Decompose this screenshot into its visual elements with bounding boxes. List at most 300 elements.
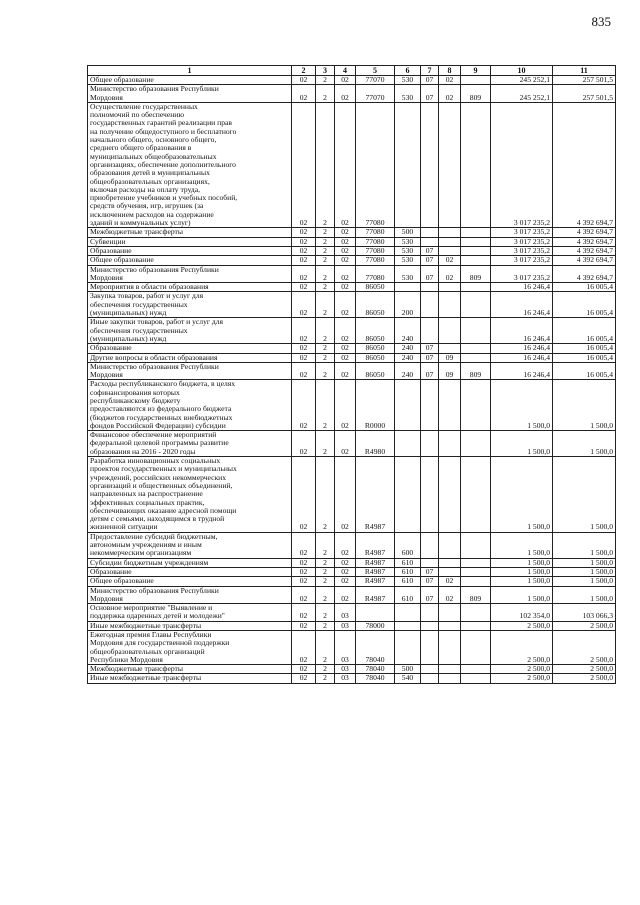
row-name-cell: Иные межбюджетные трансферты (88, 621, 292, 630)
value-cell-c9 (461, 344, 491, 353)
value-cell-c11: 16 005,4 (553, 318, 616, 344)
value-cell-c10: 245 252,1 (491, 76, 553, 85)
row-name-cell: Министерство образования Республики Мордовия (88, 586, 292, 604)
value-cell-c2: 02 (292, 665, 316, 674)
value-cell-c3: 2 (316, 457, 335, 533)
value-cell-c5: 77080 (356, 237, 395, 246)
value-cell-c7 (421, 318, 439, 344)
value-cell-c6: 530 (395, 85, 421, 103)
value-cell-c5: 77080 (356, 256, 395, 265)
value-cell-c3: 2 (316, 237, 335, 246)
value-cell-c9 (461, 380, 491, 431)
value-cell-c4: 02 (335, 532, 356, 558)
value-cell-c4: 03 (335, 631, 356, 665)
value-cell-c9 (461, 604, 491, 622)
value-cell-c3: 2 (316, 353, 335, 362)
value-cell-c8: 02 (439, 256, 461, 265)
value-cell-c4: 02 (335, 102, 356, 227)
value-cell-c2: 02 (292, 532, 316, 558)
value-cell-c4: 02 (335, 431, 356, 457)
value-cell-c5: 78000 (356, 621, 395, 630)
table-header-row (88, 66, 616, 76)
value-cell-c11: 1 500,0 (553, 586, 616, 604)
value-cell-c2: 02 (292, 102, 316, 227)
table-row (88, 102, 616, 227)
value-cell-c9 (461, 256, 491, 265)
value-cell-c9 (461, 353, 491, 362)
value-cell-c11: 1 500,0 (553, 577, 616, 586)
value-cell-c3: 2 (316, 318, 335, 344)
value-cell-c7 (421, 665, 439, 674)
value-cell-c11: 16 005,4 (553, 344, 616, 353)
value-cell-c2: 02 (292, 318, 316, 344)
table-row (88, 353, 616, 362)
value-cell-c5: 77080 (356, 246, 395, 255)
row-name-cell: Общее образование (88, 256, 292, 265)
value-cell-c6: 530 (395, 246, 421, 255)
value-cell-c9 (461, 621, 491, 630)
value-cell-c6: 500 (395, 228, 421, 237)
value-cell-c7 (421, 604, 439, 622)
value-cell-c5: 86050 (356, 353, 395, 362)
table-row (88, 631, 616, 665)
value-cell-c3: 2 (316, 362, 335, 380)
value-cell-c9 (461, 665, 491, 674)
value-cell-c7: 07 (421, 256, 439, 265)
value-cell-c6 (395, 380, 421, 431)
value-cell-c4: 03 (335, 604, 356, 622)
value-cell-c5: 86050 (356, 292, 395, 318)
value-cell-c8 (439, 558, 461, 567)
value-cell-c6: 240 (395, 344, 421, 353)
row-name-cell: Субвенции (88, 237, 292, 246)
value-cell-c3: 2 (316, 76, 335, 85)
column-header: 3 (316, 66, 335, 76)
row-name-cell: Межбюджетные трансферты (88, 665, 292, 674)
column-header: 8 (439, 66, 461, 76)
value-cell-c7 (421, 532, 439, 558)
value-cell-c2: 02 (292, 380, 316, 431)
value-cell-c6: 540 (395, 674, 421, 683)
row-name-cell: Министерство образования Республики Мордовия (88, 265, 292, 283)
value-cell-c11: 1 500,0 (553, 558, 616, 567)
table-row (88, 292, 616, 318)
value-cell-c8 (439, 604, 461, 622)
value-cell-c8: 02 (439, 577, 461, 586)
table-row (88, 674, 616, 683)
value-cell-c10: 1 500,0 (491, 380, 553, 431)
value-cell-c6 (395, 283, 421, 292)
column-header: 2 (292, 66, 316, 76)
value-cell-c4: 02 (335, 256, 356, 265)
table-row (88, 532, 616, 558)
value-cell-c5: 78040 (356, 665, 395, 674)
value-cell-c5: 86050 (356, 344, 395, 353)
value-cell-c2: 02 (292, 586, 316, 604)
value-cell-c2: 02 (292, 631, 316, 665)
budget-table (87, 65, 616, 684)
value-cell-c11: 4 392 694,7 (553, 256, 616, 265)
value-cell-c10: 16 246,4 (491, 292, 553, 318)
value-cell-c9 (461, 76, 491, 85)
row-name-cell: Общее образование (88, 577, 292, 586)
value-cell-c7: 07 (421, 85, 439, 103)
value-cell-c2: 02 (292, 457, 316, 533)
value-cell-c6 (395, 604, 421, 622)
value-cell-c5: R4987 (356, 577, 395, 586)
table-row (88, 362, 616, 380)
value-cell-c7 (421, 674, 439, 683)
value-cell-c6: 240 (395, 362, 421, 380)
value-cell-c9 (461, 558, 491, 567)
value-cell-c7 (421, 621, 439, 630)
value-cell-c8 (439, 292, 461, 318)
value-cell-c9 (461, 457, 491, 533)
row-name-cell: Иные закупки товаров, работ и услуг для обеспечения государственных (муниципальных) нужд (88, 318, 292, 344)
value-cell-c7 (421, 283, 439, 292)
value-cell-c11: 257 501,5 (553, 85, 616, 103)
value-cell-c8 (439, 318, 461, 344)
table-row (88, 265, 616, 283)
row-name-cell: Образование (88, 344, 292, 353)
value-cell-c4: 02 (335, 344, 356, 353)
value-cell-c5: R4987 (356, 567, 395, 576)
value-cell-c9 (461, 631, 491, 665)
page-number: 835 (591, 14, 611, 29)
value-cell-c4: 02 (335, 558, 356, 567)
value-cell-c7 (421, 431, 439, 457)
value-cell-c10: 2 500,0 (491, 665, 553, 674)
value-cell-c2: 02 (292, 265, 316, 283)
value-cell-c10: 3 017 235,2 (491, 246, 553, 255)
value-cell-c4: 02 (335, 577, 356, 586)
value-cell-c5 (356, 604, 395, 622)
value-cell-c6: 240 (395, 353, 421, 362)
value-cell-c3: 2 (316, 256, 335, 265)
value-cell-c5: 86050 (356, 283, 395, 292)
value-cell-c9 (461, 674, 491, 683)
value-cell-c7: 07 (421, 246, 439, 255)
value-cell-c5: R4980 (356, 431, 395, 457)
value-cell-c8 (439, 532, 461, 558)
value-cell-c10: 3 017 235,2 (491, 228, 553, 237)
value-cell-c3: 2 (316, 532, 335, 558)
value-cell-c3: 2 (316, 431, 335, 457)
value-cell-c7 (421, 292, 439, 318)
value-cell-c6: 530 (395, 256, 421, 265)
value-cell-c3: 2 (316, 631, 335, 665)
table-row (88, 318, 616, 344)
value-cell-c6: 530 (395, 265, 421, 283)
value-cell-c9 (461, 283, 491, 292)
column-header: 5 (356, 66, 395, 76)
value-cell-c3: 2 (316, 344, 335, 353)
value-cell-c3: 2 (316, 283, 335, 292)
value-cell-c4: 02 (335, 85, 356, 103)
value-cell-c5: R4987 (356, 558, 395, 567)
value-cell-c10: 1 500,0 (491, 558, 553, 567)
value-cell-c9: 809 (461, 85, 491, 103)
row-name-cell: Субсидии бюджетным учреждениям (88, 558, 292, 567)
value-cell-c4: 02 (335, 380, 356, 431)
value-cell-c8 (439, 102, 461, 227)
value-cell-c2: 02 (292, 558, 316, 567)
value-cell-c10: 16 246,4 (491, 344, 553, 353)
value-cell-c11: 16 005,4 (553, 292, 616, 318)
value-cell-c4: 02 (335, 457, 356, 533)
value-cell-c10: 245 252,1 (491, 85, 553, 103)
value-cell-c7: 07 (421, 577, 439, 586)
value-cell-c5: 78040 (356, 631, 395, 665)
column-header: 7 (421, 66, 439, 76)
value-cell-c5: 77070 (356, 76, 395, 85)
value-cell-c8: 02 (439, 586, 461, 604)
value-cell-c4: 02 (335, 318, 356, 344)
value-cell-c10: 2 500,0 (491, 621, 553, 630)
value-cell-c7: 07 (421, 567, 439, 576)
value-cell-c3: 2 (316, 567, 335, 576)
value-cell-c3: 2 (316, 246, 335, 255)
table-row (88, 431, 616, 457)
value-cell-c3: 2 (316, 674, 335, 683)
value-cell-c2: 02 (292, 362, 316, 380)
value-cell-c11: 1 500,0 (553, 431, 616, 457)
row-name-cell: Финансовое обеспечение мероприятий федеральной целевой программы развитие образования на 2016 - 2020 годы (88, 431, 292, 457)
value-cell-c3: 2 (316, 380, 335, 431)
row-name-cell: Ежегодная премия Главы Республики Мордовия для государственной поддержки общеобразовательных организаций Республики Мордовия (88, 631, 292, 665)
value-cell-c11: 4 392 694,7 (553, 246, 616, 255)
value-cell-c10: 1 500,0 (491, 532, 553, 558)
value-cell-c8 (439, 631, 461, 665)
value-cell-c8 (439, 665, 461, 674)
value-cell-c7: 07 (421, 362, 439, 380)
value-cell-c4: 02 (335, 237, 356, 246)
value-cell-c8 (439, 621, 461, 630)
value-cell-c4: 02 (335, 586, 356, 604)
value-cell-c11: 2 500,0 (553, 631, 616, 665)
value-cell-c11: 1 500,0 (553, 567, 616, 576)
value-cell-c10: 16 246,4 (491, 283, 553, 292)
value-cell-c9 (461, 292, 491, 318)
value-cell-c9: 809 (461, 265, 491, 283)
value-cell-c8 (439, 283, 461, 292)
value-cell-c6: 610 (395, 577, 421, 586)
row-name-cell: Разработка инновационных социальных проектов государственных и муниципальных учреждений, российских некоммерческих организаций и общественных объединений, направленных на распространение эффективных социальных практик, обеспечивающих оказание адресной помощи детям с семьями, находящимся в трудной жизненной ситуации (88, 457, 292, 533)
value-cell-c5: 86050 (356, 362, 395, 380)
value-cell-c2: 02 (292, 604, 316, 622)
value-cell-c11: 4 392 694,7 (553, 265, 616, 283)
value-cell-c9: 809 (461, 586, 491, 604)
value-cell-c5: 77080 (356, 228, 395, 237)
value-cell-c9 (461, 237, 491, 246)
value-cell-c9 (461, 318, 491, 344)
value-cell-c6: 610 (395, 567, 421, 576)
value-cell-c8: 02 (439, 85, 461, 103)
value-cell-c10: 3 017 235,2 (491, 102, 553, 227)
value-cell-c6: 600 (395, 532, 421, 558)
value-cell-c2: 02 (292, 237, 316, 246)
value-cell-c8: 02 (439, 76, 461, 85)
value-cell-c4: 02 (335, 76, 356, 85)
row-name-cell: Иные межбюджетные трансферты (88, 674, 292, 683)
row-name-cell: Министерство образования Республики Мордовия (88, 362, 292, 380)
value-cell-c6: 200 (395, 292, 421, 318)
value-cell-c8 (439, 380, 461, 431)
value-cell-c3: 2 (316, 604, 335, 622)
value-cell-c10: 3 017 235,2 (491, 237, 553, 246)
value-cell-c11: 16 005,4 (553, 353, 616, 362)
row-name-cell: Общее образование (88, 76, 292, 85)
value-cell-c2: 02 (292, 431, 316, 457)
row-name-cell: Образование (88, 246, 292, 255)
value-cell-c11: 1 500,0 (553, 532, 616, 558)
value-cell-c5: R4987 (356, 532, 395, 558)
value-cell-c5: 77080 (356, 102, 395, 227)
row-name-cell: Основное мероприятие "Выявление и поддержка одаренных детей и молодежи" (88, 604, 292, 622)
value-cell-c6: 530 (395, 76, 421, 85)
value-cell-c11: 2 500,0 (553, 665, 616, 674)
value-cell-c9 (461, 577, 491, 586)
value-cell-c11: 16 005,4 (553, 362, 616, 380)
value-cell-c10: 2 500,0 (491, 631, 553, 665)
value-cell-c6 (395, 431, 421, 457)
value-cell-c8: 02 (439, 265, 461, 283)
value-cell-c2: 02 (292, 344, 316, 353)
value-cell-c7: 07 (421, 586, 439, 604)
value-cell-c5: R0000 (356, 380, 395, 431)
value-cell-c8 (439, 457, 461, 533)
value-cell-c11: 1 500,0 (553, 457, 616, 533)
value-cell-c4: 02 (335, 283, 356, 292)
value-cell-c6: 500 (395, 665, 421, 674)
column-header: 11 (553, 66, 616, 76)
table-row (88, 457, 616, 533)
table-row (88, 604, 616, 622)
value-cell-c11: 257 501,5 (553, 76, 616, 85)
value-cell-c6 (395, 102, 421, 227)
value-cell-c4: 02 (335, 567, 356, 576)
value-cell-c11: 103 066,3 (553, 604, 616, 622)
table-body (88, 76, 616, 684)
value-cell-c6 (395, 457, 421, 533)
row-name-cell: Предоставление субсидий бюджетным, автономным учреждениям и иным некоммерческим организациям (88, 532, 292, 558)
value-cell-c6 (395, 621, 421, 630)
value-cell-c3: 2 (316, 102, 335, 227)
value-cell-c11: 2 500,0 (553, 621, 616, 630)
value-cell-c9 (461, 102, 491, 227)
value-cell-c10: 1 500,0 (491, 567, 553, 576)
value-cell-c9 (461, 431, 491, 457)
table-row (88, 228, 616, 237)
value-cell-c7 (421, 380, 439, 431)
value-cell-c10: 1 500,0 (491, 577, 553, 586)
value-cell-c8 (439, 228, 461, 237)
value-cell-c10: 16 246,4 (491, 353, 553, 362)
value-cell-c10: 2 500,0 (491, 674, 553, 683)
value-cell-c4: 02 (335, 265, 356, 283)
value-cell-c11: 4 392 694,7 (553, 228, 616, 237)
value-cell-c2: 02 (292, 567, 316, 576)
value-cell-c11: 2 500,0 (553, 674, 616, 683)
value-cell-c11: 4 392 694,7 (553, 102, 616, 227)
value-cell-c7: 07 (421, 344, 439, 353)
value-cell-c2: 02 (292, 353, 316, 362)
table-row (88, 85, 616, 103)
column-header: 4 (335, 66, 356, 76)
value-cell-c5: R4987 (356, 457, 395, 533)
value-cell-c6: 530 (395, 237, 421, 246)
value-cell-c6: 610 (395, 558, 421, 567)
row-name-cell: Образование (88, 567, 292, 576)
value-cell-c8: 09 (439, 362, 461, 380)
value-cell-c6 (395, 631, 421, 665)
value-cell-c2: 02 (292, 621, 316, 630)
value-cell-c10: 102 354,0 (491, 604, 553, 622)
value-cell-c7 (421, 228, 439, 237)
row-name-cell: Межбюджетные трансферты (88, 228, 292, 237)
value-cell-c5: 86050 (356, 318, 395, 344)
value-cell-c11: 1 500,0 (553, 380, 616, 431)
value-cell-c5: 77070 (356, 85, 395, 103)
value-cell-c3: 2 (316, 228, 335, 237)
column-header: 6 (395, 66, 421, 76)
value-cell-c7 (421, 102, 439, 227)
value-cell-c8 (439, 431, 461, 457)
value-cell-c3: 2 (316, 586, 335, 604)
value-cell-c10: 1 500,0 (491, 457, 553, 533)
value-cell-c3: 2 (316, 577, 335, 586)
value-cell-c6: 610 (395, 586, 421, 604)
value-cell-c2: 02 (292, 85, 316, 103)
value-cell-c10: 16 246,4 (491, 318, 553, 344)
value-cell-c5: 78040 (356, 674, 395, 683)
value-cell-c5: 77080 (356, 265, 395, 283)
value-cell-c10: 1 500,0 (491, 586, 553, 604)
value-cell-c2: 02 (292, 283, 316, 292)
value-cell-c2: 02 (292, 256, 316, 265)
value-cell-c3: 2 (316, 292, 335, 318)
table-row (88, 577, 616, 586)
value-cell-c8 (439, 344, 461, 353)
value-cell-c9: 809 (461, 362, 491, 380)
value-cell-c10: 16 246,4 (491, 362, 553, 380)
value-cell-c11: 16 005,4 (553, 283, 616, 292)
value-cell-c10: 3 017 235,2 (491, 256, 553, 265)
value-cell-c4: 03 (335, 621, 356, 630)
value-cell-c4: 02 (335, 246, 356, 255)
value-cell-c10: 3 017 235,2 (491, 265, 553, 283)
value-cell-c2: 02 (292, 577, 316, 586)
value-cell-c9 (461, 567, 491, 576)
row-name-cell: Министерство образования Республики Мордовия (88, 85, 292, 103)
value-cell-c3: 2 (316, 558, 335, 567)
row-name-cell: Расходы республиканского бюджета, в целях софинансирования которых республиканскому бюджету предоставляются из федерального бюджета (бюджетов государственных внебюджетных фондов Российской Федерации) субсидии (88, 380, 292, 431)
value-cell-c11: 4 392 694,7 (553, 237, 616, 246)
value-cell-c10: 1 500,0 (491, 431, 553, 457)
value-cell-c2: 02 (292, 228, 316, 237)
column-header: 10 (491, 66, 553, 76)
value-cell-c4: 03 (335, 674, 356, 683)
row-name-cell: Мероприятия в области образования (88, 283, 292, 292)
value-cell-c2: 02 (292, 292, 316, 318)
value-cell-c4: 02 (335, 228, 356, 237)
value-cell-c3: 2 (316, 621, 335, 630)
value-cell-c3: 2 (316, 85, 335, 103)
value-cell-c3: 2 (316, 665, 335, 674)
column-header: 1 (88, 66, 292, 76)
value-cell-c6: 240 (395, 318, 421, 344)
value-cell-c8 (439, 237, 461, 246)
